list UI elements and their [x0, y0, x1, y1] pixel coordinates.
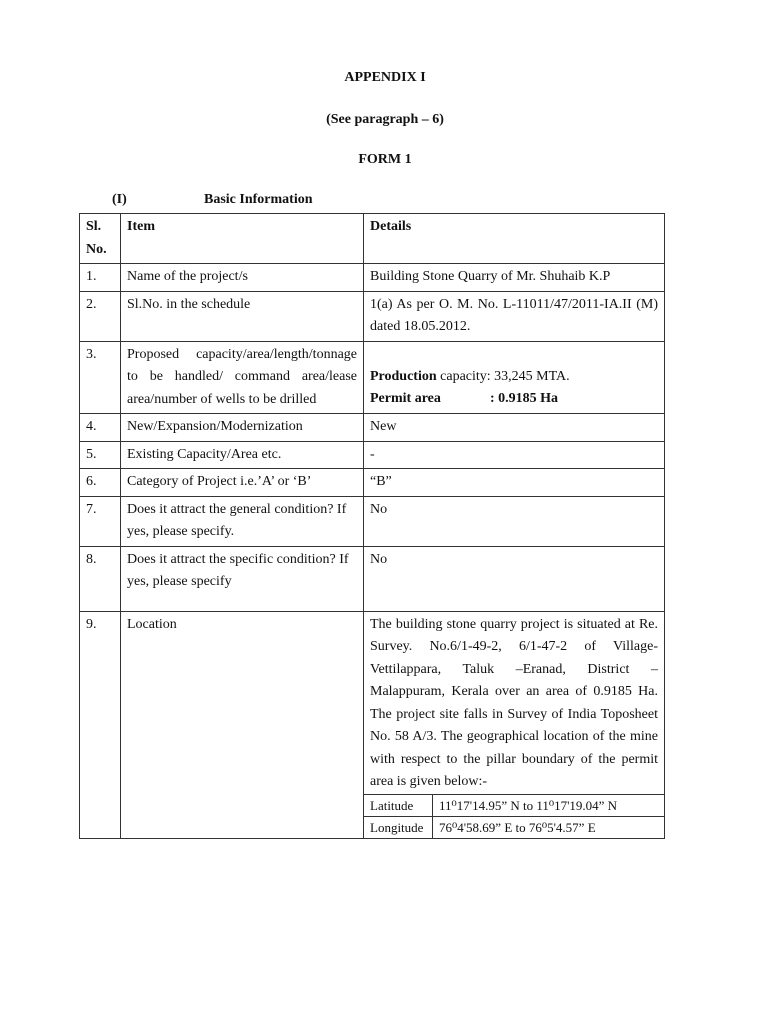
coordinate-row-latitude: [364, 794, 664, 816]
row-item: New/Expansion/Modernization: [121, 414, 364, 442]
longitude-label: Longitude: [364, 816, 433, 838]
row-sl: 4.: [80, 414, 121, 442]
row-sl: 1.: [80, 264, 121, 292]
row-item: Does it attract the general condition? If yes, please specify.: [121, 496, 364, 546]
permit-line: [370, 388, 658, 411]
appendix-title: APPENDIX I: [344, 70, 426, 85]
paragraph-reference: (See paragraph – 6): [326, 112, 444, 127]
table-row: [80, 291, 665, 341]
row-sl: 5.: [80, 441, 121, 469]
row-details: 1(a) As per O. M. No. L-11011/47/2011-IA.II (M) dated 18.05.2012.: [364, 291, 665, 341]
row-sl: 3.: [80, 341, 121, 414]
longitude-value: 76⁰4'58.69” E to 76⁰5'4.57” E: [433, 816, 665, 838]
table-row: [80, 341, 665, 414]
table-row: [80, 496, 665, 546]
latitude-value: 11⁰17'14.95” N to 11⁰17'19.04” N: [433, 794, 665, 816]
row-details: [364, 341, 665, 414]
table-row: [80, 611, 665, 838]
row-item: Proposed capacity/area/length/tonnage to be handled/ command area/lease area/number of wells to be drilled: [121, 341, 364, 414]
section-number: (I): [112, 192, 127, 207]
header-item: Item: [121, 214, 364, 264]
production-line: [370, 366, 658, 389]
row-details: No: [364, 496, 665, 546]
row-item: Does it attract the specific condition? If yes, please specify: [121, 546, 364, 611]
header-details: Details: [364, 214, 665, 264]
table-row: [80, 441, 665, 469]
coordinate-row-longitude: [364, 816, 664, 838]
table-row: [80, 546, 665, 611]
row-sl: 8.: [80, 546, 121, 611]
header-sl-no: Sl. No.: [80, 214, 121, 264]
row-details: No: [364, 546, 665, 611]
production-label: Production: [370, 368, 437, 384]
latitude-label: Latitude: [364, 794, 433, 816]
basic-information-table: [79, 213, 665, 839]
row-details: Building Stone Quarry of Mr. Shuhaib K.P: [364, 264, 665, 292]
table-row: [80, 469, 665, 497]
location-description: The building stone quarry project is situated at Re. Survey. No.6/1-49-2, 6/1-47-2 of Village- Vettilappara, Taluk –Eranad, District – Malappuram, Kerala over an area of 0.9185 Ha. The project site falls in Survey of India Toposheet No. 58 A/3. The geographical location of the mine with respect to the pillar boundary of the permit area is given below:-: [370, 616, 658, 789]
coordinates-table: [364, 794, 664, 838]
row-sl: 7.: [80, 496, 121, 546]
table-row: [80, 414, 665, 442]
row-item: Location: [121, 611, 364, 838]
table-header-row: [80, 214, 665, 264]
row-details: New: [364, 414, 665, 442]
row-item: Category of Project i.e.’A’ or ‘B’: [121, 469, 364, 497]
row-sl: 2.: [80, 291, 121, 341]
row-details: -: [364, 441, 665, 469]
table-row: [80, 264, 665, 292]
row-sl: 6.: [80, 469, 121, 497]
section-title: Basic Information: [204, 192, 313, 207]
row-details: [364, 611, 665, 838]
row-item: Sl.No. in the schedule: [121, 291, 364, 341]
row-item: Name of the project/s: [121, 264, 364, 292]
permit-value: : 0.9185 Ha: [490, 391, 559, 406]
row-sl: 9.: [80, 611, 121, 838]
row-item: Existing Capacity/Area etc.: [121, 441, 364, 469]
permit-label: Permit area: [370, 391, 441, 406]
production-value: capacity: 33,245 MTA.: [440, 368, 570, 384]
row-details: “B”: [364, 469, 665, 497]
form-title: FORM 1: [358, 152, 412, 167]
